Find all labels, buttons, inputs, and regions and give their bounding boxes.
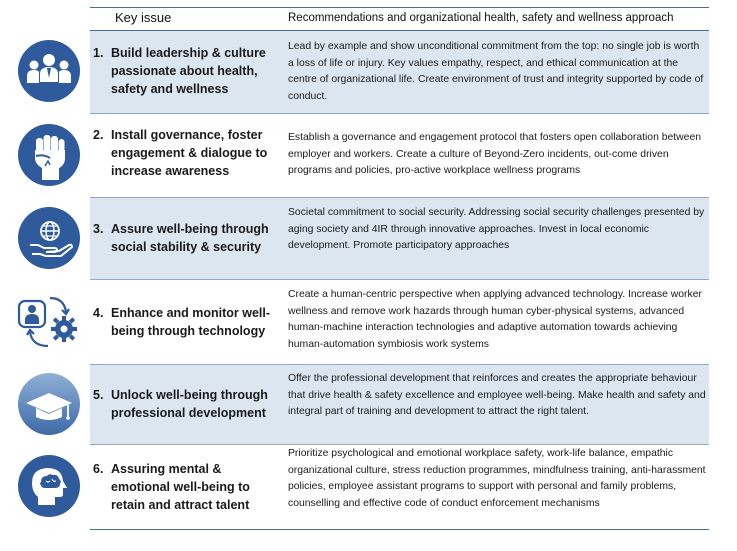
issue-title: Assuring mental & emotional well-being to retain and attract talent [111, 462, 250, 512]
issue-2 [93, 126, 273, 180]
row-divider [90, 279, 709, 280]
recommendation-5: Offer the professional development that reinforces and creates the appropriate behaviour that drive health & safety excellence and employee well-being. Make health and safety and integral part of training and development to attract the right talent. [288, 373, 706, 417]
raised-fist-icon [16, 122, 82, 188]
globe-in-hand-icon [16, 205, 82, 271]
bottom-rule [90, 529, 709, 530]
recommendation-4: Create a human-centric perspective when applying advanced technology. Increase worker wellness and remove work hazards through human cyber-physical systems, advanced human-machine interaction technologies and adaptive automation towards achieving human-automation symbiosis work systems [288, 289, 702, 350]
recommendation-1: Lead by example and show unconditional commitment from the top: no single job is worth a loss of life or injury. Key values empathy, respect, and ethical communication at the centre of organizational life. Create environment of trust and integrity supported by code of conduct. [288, 41, 704, 102]
issue-title: Unlock well-being through professional development [111, 388, 268, 420]
issue-title: Install governance, foster engagement & dialogue to increase awareness [111, 128, 268, 178]
issue-number: 2. [93, 128, 104, 142]
head-brain-icon [16, 453, 82, 519]
issue-4 [93, 304, 273, 340]
graduation-cap-icon [16, 371, 82, 437]
team-people-icon [16, 38, 82, 104]
recommendation-6: Prioritize psychological and emotional workplace safety, work-life balance, empathic organizational culture, stress reduction programmes, mindfulness training, anti-harassment policies, employee assistant programs to support with personal and family problems, counselling and effective code of conduct enforcement mechanisms [288, 448, 706, 509]
recommendation-2: Establish a governance and engagement protocol that fosters open collaboration between employer and workers. Create a culture of Beyond-Zero incidents, out-come driven programs and policies, pro-active workplace wellness programs [288, 132, 702, 176]
issue-number: 3. [93, 222, 104, 236]
row-divider [90, 444, 709, 445]
issue-5 [93, 386, 273, 422]
issue-title: Assure well-being through social stability & security [111, 222, 269, 254]
row-divider [90, 113, 709, 114]
recommendations-header: Recommendations and organizational health, safety and wellness approach [288, 12, 674, 24]
issue-number: 4. [93, 306, 104, 320]
issue-6 [93, 460, 273, 514]
issue-3 [93, 220, 273, 256]
top-rule [90, 7, 709, 8]
issue-title: Build leadership & culture passionate about health, safety and wellness [111, 46, 266, 96]
recommendation-3: Societal commitment to social security. Addressing social security challenges presented by aging society and 4IR through innovative approaches. Invest in local economic development. Promote participatory approaches [288, 207, 705, 251]
issue-number: 5. [93, 388, 104, 402]
issue-number: 6. [93, 462, 104, 476]
person-gear-cycle-icon [16, 288, 82, 354]
issue-1 [93, 44, 273, 98]
key-issue-header: Key issue [115, 10, 172, 25]
issue-title: Enhance and monitor well-being through technology [111, 306, 271, 338]
issue-number: 1. [93, 46, 104, 60]
